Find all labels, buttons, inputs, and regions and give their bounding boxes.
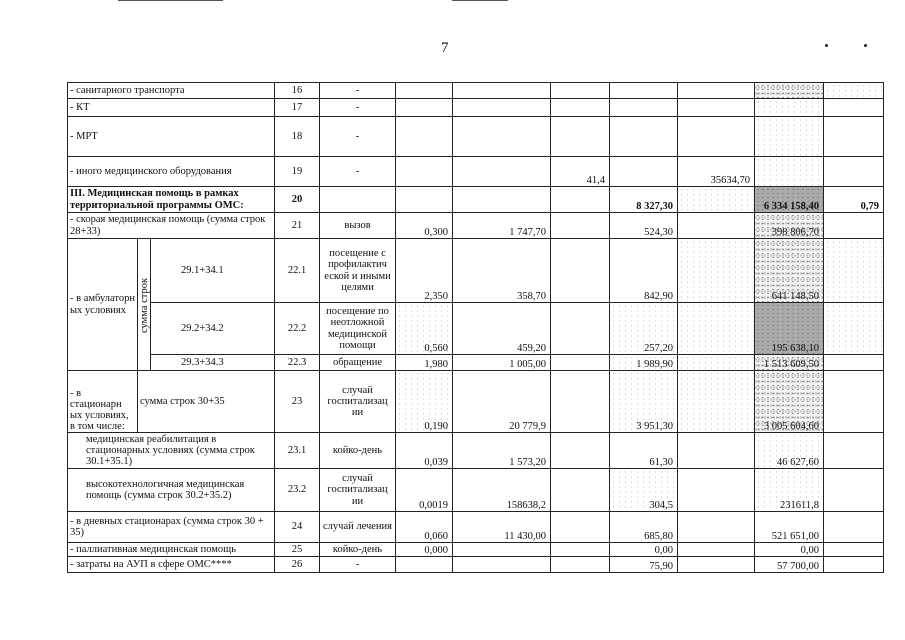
row-unit: койко-день [320,433,396,469]
cell-value: 358,70 [453,239,551,303]
cell-value: 524,30 [610,213,678,239]
cell-value: 158638,2 [453,469,551,512]
page-number: 7 [441,40,449,56]
cell-value: 521 651,00 [755,512,824,543]
cell-value: 6 334 158,40 [755,187,824,213]
row-line: 23 [275,371,320,433]
cell-value: 75,90 [610,557,678,573]
cell-value: 685,80 [610,512,678,543]
table-row [68,355,884,371]
cell-value: 1 989,90 [610,355,678,371]
table-row [68,371,884,433]
cell-value: 1 513 609,50 [755,355,824,371]
cell-value: 1 573,20 [453,433,551,469]
table-row [68,433,884,469]
row-unit: - [320,557,396,573]
cell-value: 2,350 [396,239,453,303]
table-row [68,512,884,543]
table-row [68,557,884,573]
inpatient-label: - в стационарн ых условиях, в том числе: [68,371,138,433]
row-unit: обращение [320,355,396,371]
row-sum: 29.1+34.1 [151,239,275,303]
cell-value: 1 747,70 [453,213,551,239]
cell-value: 0,190 [396,371,453,433]
row-name: - скорая медицинская помощь (сумма строк 28+33) [68,213,275,239]
row-unit: посещение с профилактич еской и иными целями [320,239,396,303]
cell-value: 3 005 604,60 [755,371,824,433]
table-row [68,117,884,157]
scan-speck [864,44,867,47]
row-name: - паллиативная медицинская помощь [68,543,275,557]
row-sum: сумма строк 30+35 [138,371,275,433]
cell-value: 0,000 [396,543,453,557]
row-unit: - [320,83,396,99]
table-row [68,83,884,99]
row-sum: 29.2+34.2 [151,303,275,355]
row-line: 19 [275,157,320,187]
top-rule-left [118,0,223,1]
row-line: 17 [275,99,320,117]
row-line: 22.3 [275,355,320,371]
row-line: 21 [275,213,320,239]
cell-value: 231611,8 [755,469,824,512]
row-line: 26 [275,557,320,573]
cell-value: 0,79 [824,187,884,213]
row-name: III. Медицинская помощь в рамках территориальной программы ОМС: [68,187,275,213]
table-row [68,213,884,239]
row-name: - КТ [68,99,275,117]
cell-value: 46 627,60 [755,433,824,469]
row-line: 23.2 [275,469,320,512]
cell-value: 8 327,30 [610,187,678,213]
row-name: - иного медицинского оборудования [68,157,275,187]
row-unit: - [320,157,396,187]
row-unit: - [320,99,396,117]
cell-value: 57 700,00 [755,557,824,573]
scan-speck [825,44,828,47]
table-row [68,239,884,303]
table-row [68,303,884,355]
row-unit: случай лечения [320,512,396,543]
cell-value: 641 148,50 [755,239,824,303]
cell-value: 3 951,30 [610,371,678,433]
cell-value: 257,20 [610,303,678,355]
row-line: 20 [275,187,320,213]
cell-value: 0,300 [396,213,453,239]
table-row [68,157,884,187]
row-unit: койко-день [320,543,396,557]
budget-table [67,82,884,573]
cell-value: 0,060 [396,512,453,543]
cell-value: 0,00 [610,543,678,557]
row-name: - МРТ [68,117,275,157]
cell-value: 20 779,9 [453,371,551,433]
sum-vertical-label: сумма строк [138,239,151,371]
table-row [68,99,884,117]
row-unit: - [320,117,396,157]
cell-value: 1,980 [396,355,453,371]
row-line: 18 [275,117,320,157]
cell-value: 0,00 [755,543,824,557]
cell-value: 35634,70 [678,157,755,187]
row-line: 24 [275,512,320,543]
row-unit: случай госпитализац ии [320,371,396,433]
table-row [68,469,884,512]
cell-value: 304,5 [610,469,678,512]
cell-value: 0,0019 [396,469,453,512]
row-unit: случай госпитализац ии [320,469,396,512]
row-line: 22.1 [275,239,320,303]
cell-value: 0,560 [396,303,453,355]
row-name: - санитарного транспорта [68,83,275,99]
table-row [68,187,884,213]
cell-value: 41,4 [551,157,610,187]
ambulatory-label: - в амбулаторн ых условиях [68,239,138,371]
cell-value: 398 806,70 [755,213,824,239]
cell-value: 195 638,10 [755,303,824,355]
row-unit: посещение по неотложной медицинской помощи [320,303,396,355]
cell-value: 1 005,00 [453,355,551,371]
cell-value: 0,039 [396,433,453,469]
row-unit: вызов [320,213,396,239]
table-row [68,543,884,557]
top-rule-right [452,0,508,1]
cell-value: 61,30 [610,433,678,469]
row-line: 25 [275,543,320,557]
cell-value: 11 430,00 [453,512,551,543]
row-line: 16 [275,83,320,99]
row-name: - затраты на АУП в сфере ОМС**** [68,557,275,573]
cell-value: 459,20 [453,303,551,355]
row-name: - в дневных стационарах (сумма строк 30 + 35) [68,512,275,543]
row-line: 22.2 [275,303,320,355]
row-sum: 29.3+34.3 [151,355,275,371]
cell-value: 842,90 [610,239,678,303]
row-name: высокотехнологичная медицинская помощь (сумма строк 30.2+35.2) [68,469,275,512]
row-line: 23.1 [275,433,320,469]
row-name: медицинская реабилитация в стационарных условиях (сумма строк 30.1+35.1) [68,433,275,469]
